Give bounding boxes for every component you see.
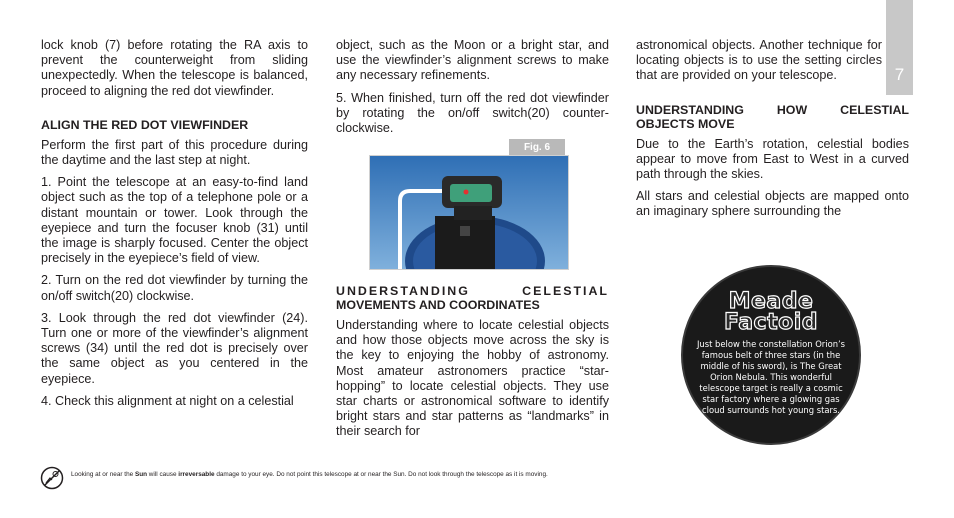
factoid-text: Just below the constellation Orion’s famous belt of three stars (in the middle of his sword), is The Great Orion Nebula. This wonderful telescope target is really a cosmic star factory where a glowing gas cloud surrounds hot young stars.: [696, 339, 846, 415]
column-3: [636, 38, 909, 227]
heading-align-red-dot: ALIGN THE RED DOT VIEWFINDER: [41, 117, 249, 132]
viewfinder-photo: [369, 155, 569, 270]
paragraph-sphere: All stars and celestial objects are mapped onto an imaginary sphere surrounding the: [636, 189, 909, 219]
factoid-title-2: Factoid: [723, 310, 819, 335]
paragraph-rotation: Due to the Earth’s rotation, celestial bodies appear to move from East to West in a curved path through the skies.: [636, 136, 909, 182]
step-5: 5. When finished, turn off the red dot viewfinder by rotating the on/off switch(20) counter-clockwise.: [336, 90, 609, 136]
sun-warning-icon: [40, 466, 64, 490]
page-number: 7: [894, 65, 905, 84]
warning-part-1: Looking at or near the: [71, 471, 135, 478]
heading-objects-move: UNDERSTANDING HOW CELESTIAL OBJECTS MOVE: [636, 102, 909, 131]
heading-line-2: MOVEMENTS AND COORDINATES: [336, 298, 540, 312]
heading-line-1: UNDERSTANDING CELESTIAL: [336, 284, 609, 298]
warning-sun: Sun: [134, 471, 148, 478]
figure-label: Fig. 6: [509, 139, 565, 156]
warning-irreversable: irreversable: [178, 471, 215, 478]
meade-factoid-badge: [681, 265, 861, 445]
column-2: [336, 38, 609, 143]
column-1: [41, 38, 308, 416]
step-2: 2. Turn on the red dot viewfinder by turning the on/off switch(20) clockwise.: [41, 273, 308, 303]
step-1: 1. Point the telescope at an easy-to-find land object such as the top of a telephone pole or a distant mountain or tower. Look through the eyepiece and turn the focuser knob (31) until the image is sharply focused. Center the object precisely in the eyepiece’s field of view.: [41, 175, 308, 266]
heading-celestial-movements: [336, 284, 609, 312]
step-3: 3. Look through the red dot viewfinder (24). Turn one or more of the viewfinder’s alignment screws (34) until the red dot is precisely over the same object as you centered in the eyepiece.: [41, 310, 308, 386]
warning-part-2: will cause: [147, 471, 179, 478]
paragraph-continuation: object, such as the Moon or a bright star, and use the viewfinder’s alignment screws to make any necessary refinements.: [336, 38, 609, 83]
column-2-lower: [336, 284, 609, 447]
paragraph-perform: Perform the first part of this procedure during the daytime and the last step at night.: [41, 137, 308, 168]
warning-part-3: damage to your eye. Do not point this telescope at or near the Sun. Do not look through the telescope as it is moving.: [214, 471, 548, 478]
factoid-title-1: Meade: [728, 289, 814, 314]
sun-warning-text: [71, 471, 548, 478]
paragraph-intro: lock knob (7) before rotating the RA axis to prevent the counterweight from sliding unexpectedly. When the telescope is balanced, proceed to aligning the red dot viewfinder.: [41, 38, 308, 98]
paragraph-setting-circles: astronomical objects. Another technique for locating objects is to use the setting circles that are provided on your telescope.: [636, 38, 882, 83]
step-4: 4. Check this alignment at night on a celestial: [41, 393, 294, 408]
paragraph-understanding: Understanding where to locate celestial objects and how those objects move across the sky is the key to enjoying the hobby of astronomy. Most amateur astronomers practice “star-hopping” to locate celestial objects. They use star charts or astronomical software to identify bright stars and star patterns as “landmarks” in their search for: [336, 318, 609, 439]
